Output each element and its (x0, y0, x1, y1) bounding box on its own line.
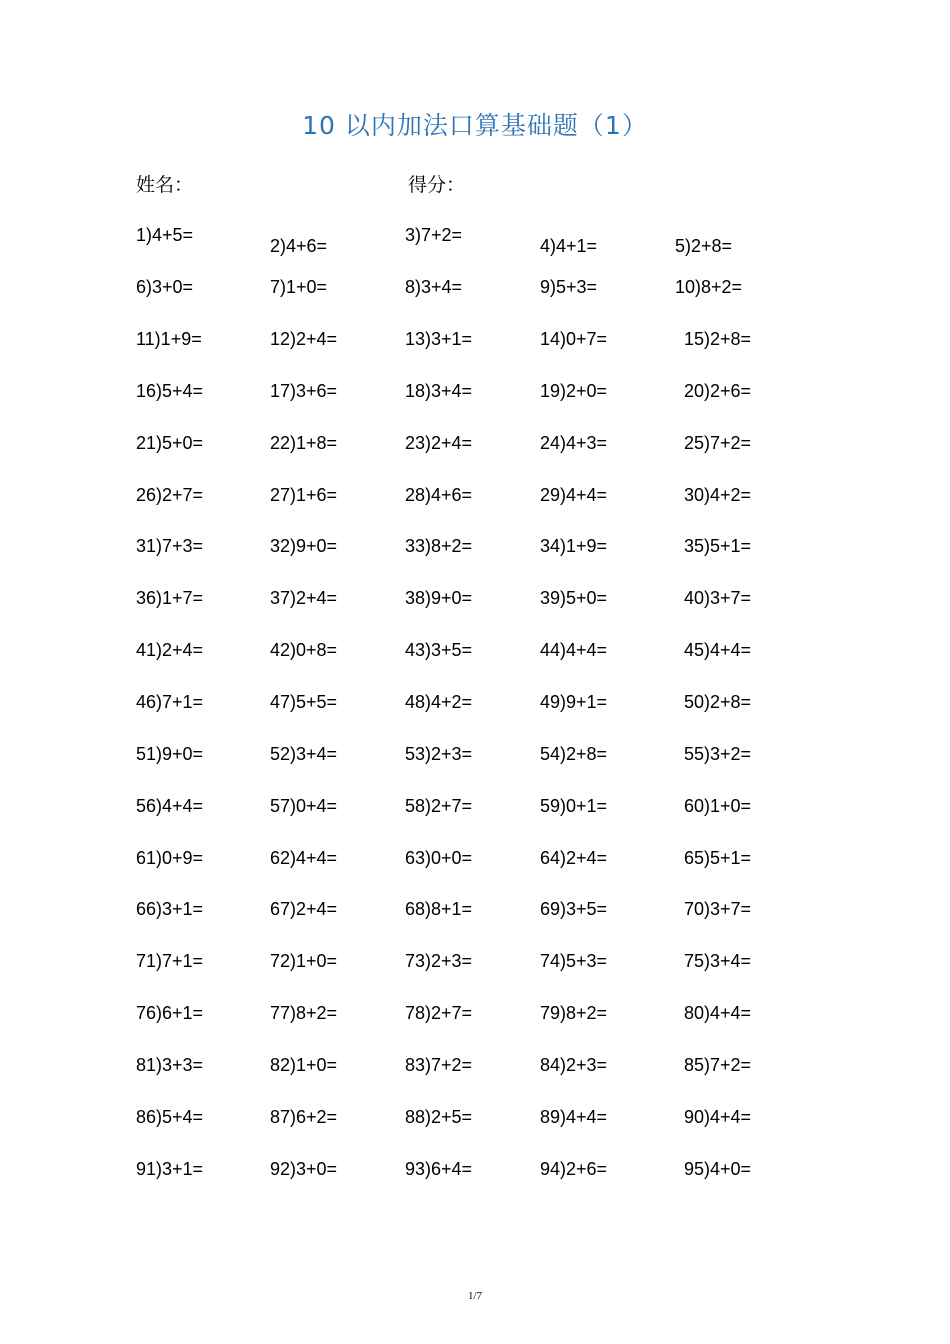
problem-item: 75)3+4= (684, 951, 752, 972)
problem-item: 40)3+7= (684, 588, 752, 609)
problem-item: 28)4+6= (405, 484, 473, 505)
problem-item: 86)5+4= (136, 1106, 204, 1127)
problem-item: 88)2+5= (405, 1106, 473, 1127)
problem-item: 26)2+7= (136, 484, 204, 505)
problem-item: 58)2+7= (405, 795, 473, 816)
problem-item: 49)9+1= (540, 691, 608, 712)
problem-item: 54)2+8= (540, 743, 608, 764)
problem-item: 53)2+3= (405, 743, 473, 764)
problem-item: 76)6+1= (136, 1003, 204, 1024)
name-label: 姓名： (136, 174, 194, 196)
problem-item: 91)3+1= (136, 1158, 204, 1179)
problem-item: 94)2+6= (540, 1158, 608, 1179)
problem-item: 22)1+8= (270, 432, 338, 453)
problem-item: 68)8+1= (405, 899, 473, 920)
problem-item: 48)4+2= (405, 691, 473, 712)
problem-item: 24)4+3= (540, 432, 608, 453)
problem-item: 30)4+2= (684, 484, 752, 505)
problem-item: 35)5+1= (684, 536, 752, 557)
problem-item: 29)4+4= (540, 484, 608, 505)
problem-item: 38)9+0= (405, 588, 473, 609)
problem-item: 89)4+4= (540, 1106, 608, 1127)
problem-item: 66)3+1= (136, 899, 204, 920)
problem-item: 81)3+3= (136, 1054, 204, 1075)
problem-item: 14)0+7= (540, 329, 608, 349)
problem-item: 79)8+2= (540, 1003, 608, 1024)
problem-item: 1)4+5= (136, 225, 194, 245)
page-number: 1/7 (467, 1290, 483, 1302)
problem-item: 83)7+2= (405, 1054, 473, 1075)
problem-item: 74)5+3= (540, 951, 608, 972)
problem-item: 46)7+1= (136, 691, 204, 712)
problem-item: 78)2+7= (405, 1003, 473, 1024)
problem-item: 80)4+4= (684, 1003, 752, 1024)
problem-item: 32)9+0= (270, 536, 338, 557)
page-title: 10 以内加法口算基础题（1） (302, 111, 648, 140)
problem-item: 34)1+9= (540, 536, 608, 557)
problem-item: 47)5+5= (270, 691, 338, 712)
problem-item: 90)4+4= (684, 1106, 752, 1127)
problem-item: 85)7+2= (684, 1054, 752, 1075)
score-label: 得分： (408, 174, 466, 196)
problem-item: 16)5+4= (136, 380, 204, 401)
problem-item: 69)3+5= (540, 899, 608, 920)
problem-item: 77)8+2= (270, 1003, 338, 1024)
problem-item: 5)2+8= (675, 236, 733, 256)
problem-item: 84)2+3= (540, 1054, 608, 1075)
problem-item: 56)4+4= (136, 795, 204, 816)
problem-item: 95)4+0= (684, 1158, 752, 1179)
problem-item: 72)1+0= (270, 951, 338, 972)
problem-item: 7)1+0= (270, 277, 328, 297)
problem-item: 4)4+1= (540, 236, 598, 256)
problem-item: 15)2+8= (684, 329, 752, 349)
problem-item: 55)3+2= (684, 743, 752, 764)
problem-item: 51)9+0= (136, 743, 204, 764)
problem-item: 64)2+4= (540, 847, 608, 868)
problem-item: 60)1+0= (684, 795, 752, 816)
problem-item: 50)2+8= (684, 691, 752, 712)
problem-item: 17)3+6= (270, 380, 338, 401)
problem-item: 41)2+4= (136, 640, 204, 661)
problem-item: 70)3+7= (684, 899, 752, 920)
problem-item: 12)2+4= (270, 329, 338, 349)
problem-item: 20)2+6= (684, 380, 752, 401)
problem-item: 18)3+4= (405, 380, 473, 401)
problem-item: 3)7+2= (405, 225, 463, 245)
problem-item: 61)0+9= (136, 847, 204, 868)
problem-item: 27)1+6= (270, 484, 338, 505)
problem-item: 42)0+8= (270, 640, 338, 661)
problem-item: 44)4+4= (540, 640, 608, 661)
problem-item: 73)2+3= (405, 951, 473, 972)
problem-item: 59)0+1= (540, 795, 608, 816)
problem-item: 33)8+2= (405, 536, 473, 557)
problem-item: 62)4+4= (270, 847, 338, 868)
problem-item: 45)4+4= (684, 640, 752, 661)
problem-item: 37)2+4= (270, 588, 338, 609)
problem-item: 63)0+0= (405, 847, 473, 868)
problem-item: 13)3+1= (405, 329, 473, 349)
problem-item: 11)1+9= (136, 329, 202, 349)
problem-item: 87)6+2= (270, 1106, 338, 1127)
problem-item: 57)0+4= (270, 795, 338, 816)
problem-item: 39)5+0= (540, 588, 608, 609)
problem-item: 19)2+0= (540, 380, 608, 401)
problem-item: 6)3+0= (136, 277, 194, 297)
problem-item: 52)3+4= (270, 743, 338, 764)
problem-item: 43)3+5= (405, 640, 473, 661)
problem-item: 8)3+4= (405, 277, 463, 297)
problem-item: 82)1+0= (270, 1054, 338, 1075)
problem-item: 2)4+6= (270, 236, 328, 256)
problem-item: 71)7+1= (136, 951, 204, 972)
problem-item: 9)5+3= (540, 277, 598, 297)
problem-item: 93)6+4= (405, 1158, 473, 1179)
problem-item: 67)2+4= (270, 899, 338, 920)
problem-item: 31)7+3= (136, 536, 204, 557)
problem-item: 21)5+0= (136, 432, 204, 453)
problem-item: 10)8+2= (675, 277, 743, 297)
problem-item: 36)1+7= (136, 588, 204, 609)
problem-item: 25)7+2= (684, 432, 752, 453)
problem-item: 23)2+4= (405, 432, 473, 453)
problem-item: 65)5+1= (684, 847, 752, 868)
problem-item: 92)3+0= (270, 1158, 338, 1179)
